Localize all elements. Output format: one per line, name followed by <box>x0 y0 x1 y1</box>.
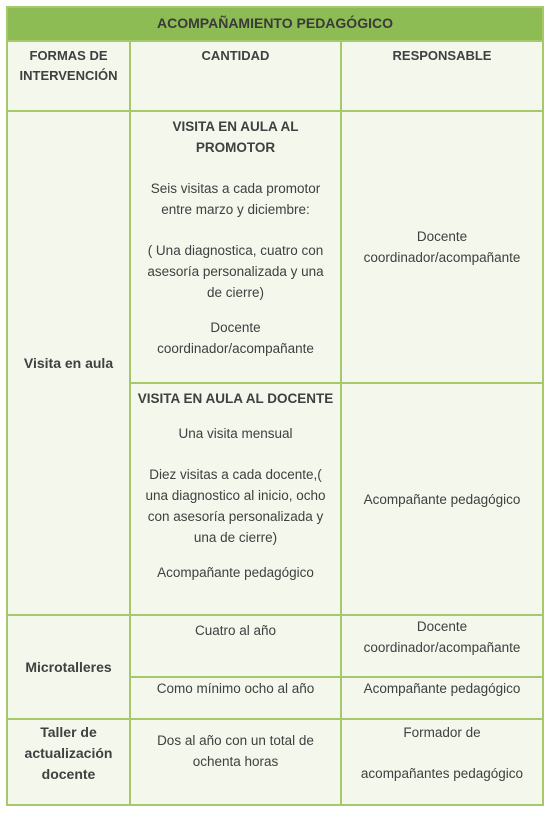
visita-docente-detail: Diez visitas a cada docente,( <box>149 467 322 482</box>
responsable-visita-promotor <box>341 111 543 383</box>
taller-label-line: docente <box>41 766 96 782</box>
visita-docente-detail: una diagnostico al inicio, ocho <box>145 488 326 503</box>
visita-promotor-heading-1: VISITA EN AULA AL <box>172 119 299 134</box>
visita-promotor-detail: ( Una diagnostica, cuatro con <box>147 243 324 258</box>
cantidad-line: Dos al año con un total de <box>157 733 314 748</box>
visita-docente-heading: VISITA EN AULA AL DOCENTE <box>137 391 334 406</box>
row-label-taller <box>7 719 130 805</box>
visita-docente-detail: una de cierre) <box>193 530 278 545</box>
header-formas-line1: FORMAS DE <box>29 48 108 63</box>
responsable-line: Docente <box>416 229 468 244</box>
visita-promotor-responsable-text: Docente <box>210 320 261 335</box>
visita-promotor-text: entre marzo y diciembre: <box>161 202 310 217</box>
cantidad-line: ochenta horas <box>192 754 279 769</box>
header-responsable: RESPONSABLE <box>341 41 543 111</box>
responsable-line: acompañantes pedagógico <box>360 766 524 781</box>
visita-promotor-detail: asesoría personalizada y una <box>147 264 324 279</box>
cantidad-visita-promotor <box>130 111 341 383</box>
header-formas <box>7 41 130 111</box>
visita-promotor-text: Seis visitas a cada promotor <box>150 181 321 196</box>
table-container <box>6 6 542 806</box>
visita-promotor-detail: de cierre) <box>206 285 265 300</box>
table-title: ACOMPAÑAMIENTO PEDAGÓGICO <box>7 7 543 41</box>
header-cantidad: CANTIDAD <box>130 41 341 111</box>
row-label-visita-aula: Visita en aula <box>7 111 130 615</box>
responsable-visita-docente: Acompañante pedagógico <box>341 383 543 615</box>
visita-docente-responsable-text: Acompañante pedagógico <box>157 565 314 580</box>
acompanamiento-table <box>6 6 544 806</box>
cantidad-microtalleres-1: Cuatro al año <box>130 615 341 677</box>
taller-label-line: actualización <box>24 745 113 761</box>
responsable-line: coordinador/acompañante <box>363 250 521 265</box>
responsable-line: Docente <box>416 619 468 634</box>
responsable-line: Formador de <box>403 725 481 740</box>
table-row <box>7 111 543 383</box>
header-formas-line2: INTERVENCIÓN <box>19 68 118 83</box>
responsable-microtalleres-2: Acompañante pedagógico <box>341 677 543 719</box>
cantidad-taller <box>130 719 341 805</box>
header-row <box>7 41 543 111</box>
taller-label-line: Taller de <box>40 724 97 740</box>
visita-docente-detail: con asesoría personalizada y <box>147 509 324 524</box>
row-label-microtalleres: Microtalleres <box>7 615 130 719</box>
visita-docente-text: Una visita mensual <box>178 426 293 441</box>
responsable-line: coordinador/acompañante <box>363 640 521 655</box>
visita-promotor-heading-2: PROMOTOR <box>195 140 276 155</box>
table-row <box>7 719 543 805</box>
responsable-microtalleres-1 <box>341 615 543 677</box>
table-title-row <box>7 7 543 41</box>
cantidad-microtalleres-2: Como mínimo ocho al año <box>130 677 341 719</box>
cantidad-visita-docente <box>130 383 341 615</box>
table-row <box>7 615 543 677</box>
visita-promotor-responsable-text: coordinador/acompañante <box>157 341 314 356</box>
responsable-taller <box>341 719 543 805</box>
